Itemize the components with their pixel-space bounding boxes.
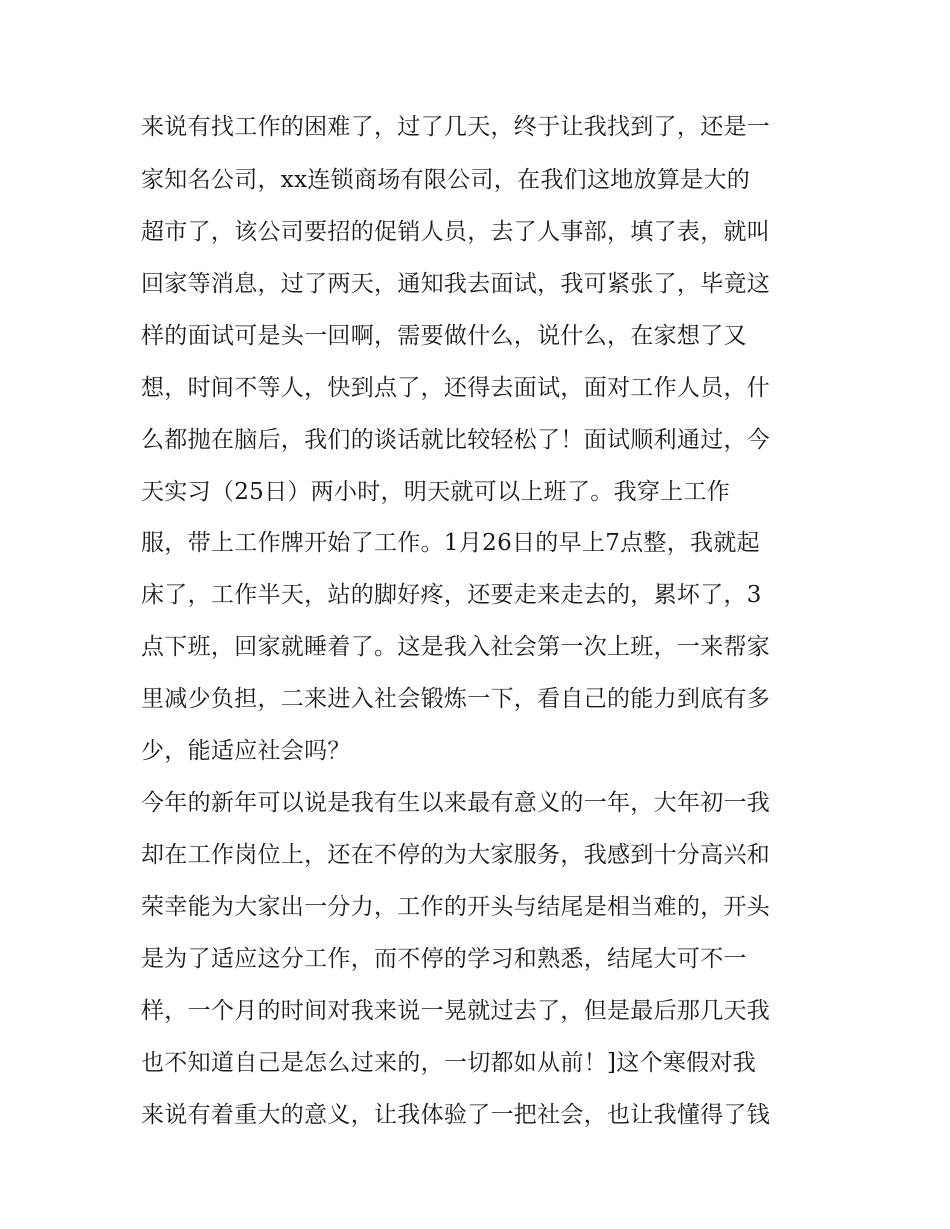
text-line: 今年的新年可以说是我有生以来最有意义的一年，大年初一我 [141,790,771,816]
text-line: 是为了适应这分工作，而不停的学习和熟悉，结尾大可不一 [141,946,747,972]
text-line: 来说有找工作的困难了，过了几天，终于让我找到了，还是一 [141,114,771,140]
text-line: 家知名公司，xx连锁商场有限公司，在我们这地放算是大的 [141,167,751,193]
text-line: 荣幸能为大家出一分力，工作的开头与结尾是相当难的，开头 [141,894,771,920]
text-line: 少，能适应社会吗？ [141,738,351,764]
text-line: 想，时间不等人，快到点了，还得去面试，面对工作人员，什 [141,375,771,401]
text-line: 天实习（25日）两小时，明天就可以上班了。我穿上工作 [141,479,731,505]
text-line: 样，一个月的时间对我来说一晃就过去了，但是最后那几天我 [141,998,771,1024]
text-line: 也不知道自己是怎么过来的，一切都如从前！]这个寒假对我 [141,1050,757,1076]
text-line: 样的面试可是头一回啊，需要做什么，说什么，在家想了又 [141,323,747,349]
text-line: 里减少负担，二来进入社会锻炼一下，看自己的能力到底有多 [141,686,771,712]
text-line: 床了，工作半天，站的脚好疼，还要走来走去的，累坏了，3 [141,582,762,608]
text-line: 么都抛在脑后，我们的谈话就比较轻松了！面试顺利通过，今 [141,427,771,453]
text-line: 回家等消息，过了两天，通知我去面试，我可紧张了，毕竟这 [141,271,771,297]
text-line: 来说有着重大的意义，让我体验了一把社会，也让我懂得了钱 [141,1102,771,1128]
text-line: 却在工作岗位上，还在不停的为大家服务，我感到十分高兴和 [141,842,771,868]
text-line: 服，带上工作牌开始了工作。1月26日的早上7点整，我就起 [141,530,760,556]
text-line: 超市了，该公司要招的促销人员，去了人事部，填了表，就叫 [141,219,771,245]
text-line: 点下班，回家就睡着了。这是我入社会第一次上班，一来帮家 [141,634,771,660]
